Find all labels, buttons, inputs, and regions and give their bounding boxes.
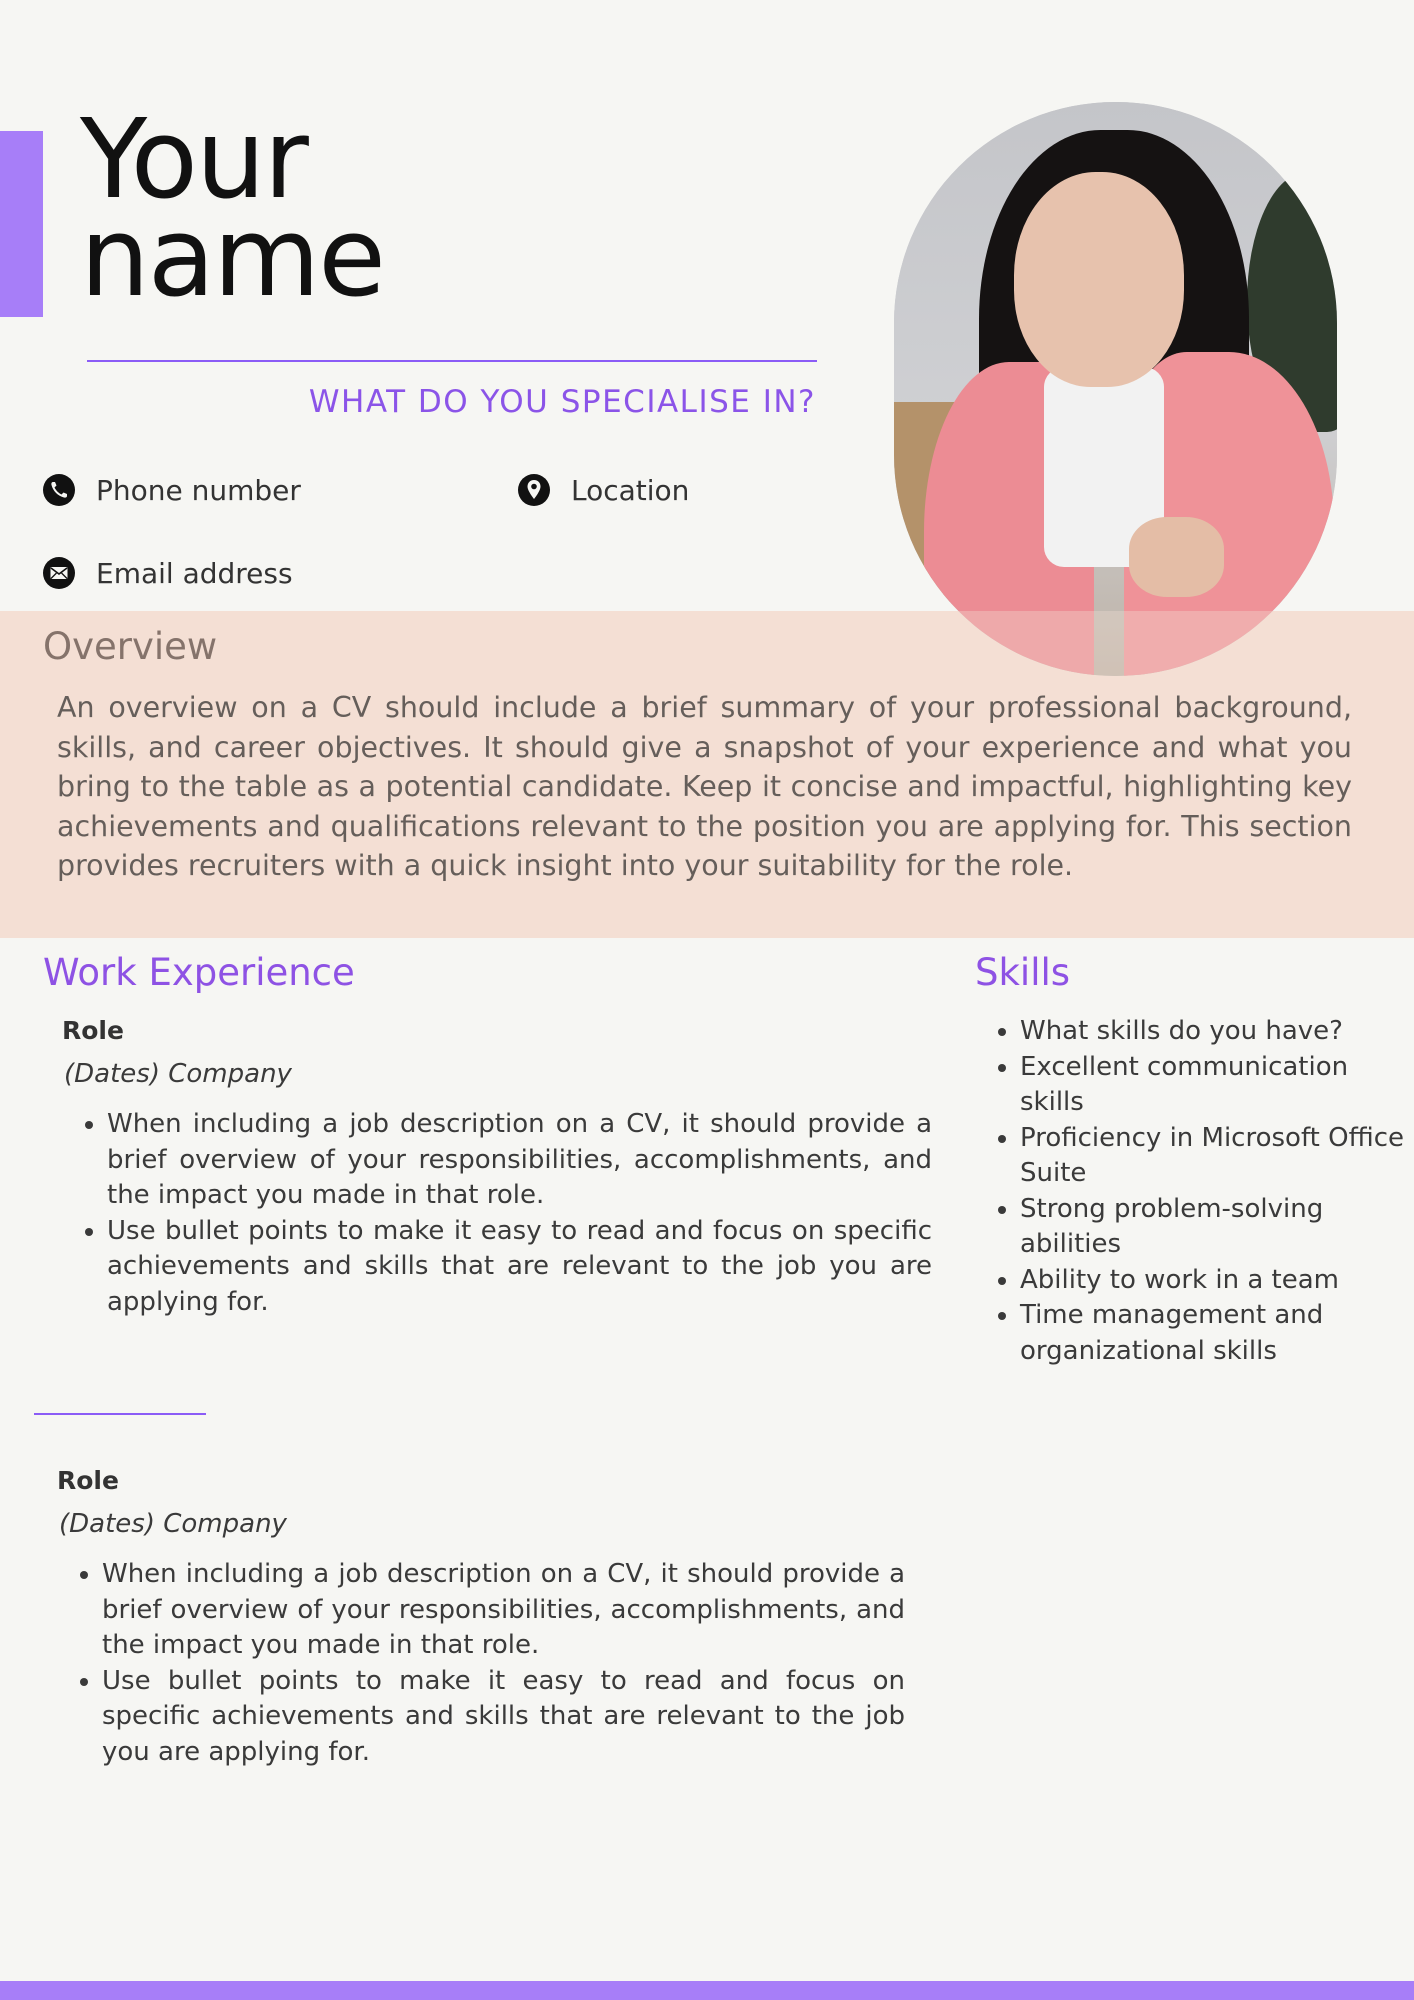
accent-bar [0, 131, 43, 317]
list-item: • When including a job description on a CV, it should provide a brief overview of your responsibilities, accomplishments, and the impact you made in that role. [107, 1107, 932, 1214]
list-item: • When including a job description on a CV, it should provide a brief overview of your responsibilities, accomplishments, and the impact you made in that role. [102, 1557, 905, 1664]
contact-location [517, 473, 689, 507]
job-role: Role [62, 1016, 124, 1045]
list-item: • Excellent communication skills [1020, 1050, 1414, 1121]
contact-phone [42, 473, 301, 507]
job-role: Role [57, 1466, 119, 1495]
phone-icon [42, 473, 76, 507]
location-pin-icon [517, 473, 551, 507]
name-line-2: name [80, 193, 384, 321]
portrait-photo [894, 102, 1337, 676]
title-divider [87, 360, 817, 362]
job-company: (Dates) Company [64, 1059, 292, 1089]
list-item: • What skills do you have? [1020, 1014, 1414, 1050]
overview-heading: Overview [43, 625, 218, 668]
job-entry-1 [62, 1016, 932, 1320]
specialisation-subtitle: WHAT DO YOU SPECIALISE IN? [308, 384, 816, 420]
work-experience-heading: Work Experience [43, 951, 355, 994]
name-line-1: Your [80, 95, 307, 223]
job-company: (Dates) Company [59, 1509, 287, 1539]
email-icon [42, 556, 76, 590]
bottom-accent-bar [0, 1981, 1414, 2000]
overview-text: An overview on a CV should include a brief summary of your professional background, skills, and career objectives. It should give a snapshot of your experience and what you bring to the table as a potential candidate. Keep it concise and impactful, highlighting key achievements and qualifications relevant to the position you are applying for. This section provides recruiters with a quick insight into your suitability for the role. [57, 691, 1352, 882]
candidate-name [80, 95, 384, 321]
list-item: • Use bullet points to make it easy to read and focus on specific achievements and skills that are relevant to the job you are applying for. [107, 1214, 932, 1321]
job-bullets [62, 1107, 932, 1320]
contact-email [42, 556, 293, 590]
job-bullets [57, 1557, 905, 1770]
location-label: Location [571, 473, 690, 507]
list-item: • Proficiency in Microsoft Office Suite [1020, 1121, 1414, 1192]
skills-list [975, 1014, 1414, 1369]
job-divider [34, 1413, 206, 1415]
phone-label: Phone number [96, 473, 301, 507]
list-item: • Ability to work in a team [1020, 1263, 1414, 1299]
job-entry-2 [57, 1466, 905, 1770]
list-item: • Strong problem-solving abilities [1020, 1192, 1414, 1263]
list-item: • Time management and organizational skills [1020, 1298, 1414, 1369]
email-label: Email address [96, 556, 293, 590]
list-item: • Use bullet points to make it easy to read and focus on specific achievements and skills that are relevant to the job you are applying for. [102, 1664, 905, 1771]
skills-heading: Skills [975, 951, 1071, 994]
